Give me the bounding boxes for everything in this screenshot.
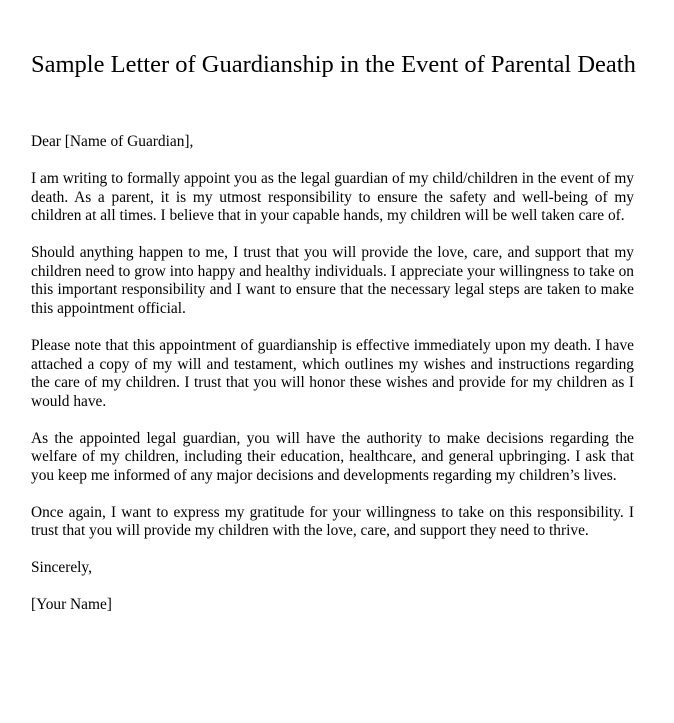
paragraph-gratitude: Once again, I want to express my gratitude for your willingness to take on this responsibility. I trust that you will provide my children with the love, care, and support they need to thrive.: [31, 503, 634, 540]
signature: [Your Name]: [31, 596, 112, 614]
closing: Sincerely,: [31, 559, 92, 577]
salutation: Dear [Name of Guardian],: [31, 133, 194, 150]
paragraph-appointment: I am writing to formally appoint you as the legal guardian of my child/children in the event of my death. As a parent, it is my utmost responsibility to ensure the safety and well-being of my children at all times. I believe that in your capable hands, my children will be well taken care of.: [31, 169, 634, 225]
letter-title: Sample Letter of Guardianship in the Event of Parental Death: [31, 51, 636, 78]
paragraph-authority: As the appointed legal guardian, you will have the authority to make decisions regarding the welfare of my children, including their education, healthcare, and general upbringing. I ask that you keep me informed of any major decisions and developments regarding my children’s lives.: [31, 429, 634, 484]
letter-body: [31, 133, 634, 633]
paragraph-care: Should anything happen to me, I trust that you will provide the love, care, and support that my children need to grow into happy and healthy individuals. I appreciate your willingness to take on this important responsibility and I want to ensure that the necessary legal steps are taken to make this appointment official.: [31, 244, 634, 317]
paragraph-effective: Please note that this appointment of guardianship is effective immediately upon my death. I have attached a copy of my will and testament, which outlines my wishes and instructions regarding the care of my children. I trust that you will honor these wishes and provide for my children as I would have.: [31, 336, 634, 410]
